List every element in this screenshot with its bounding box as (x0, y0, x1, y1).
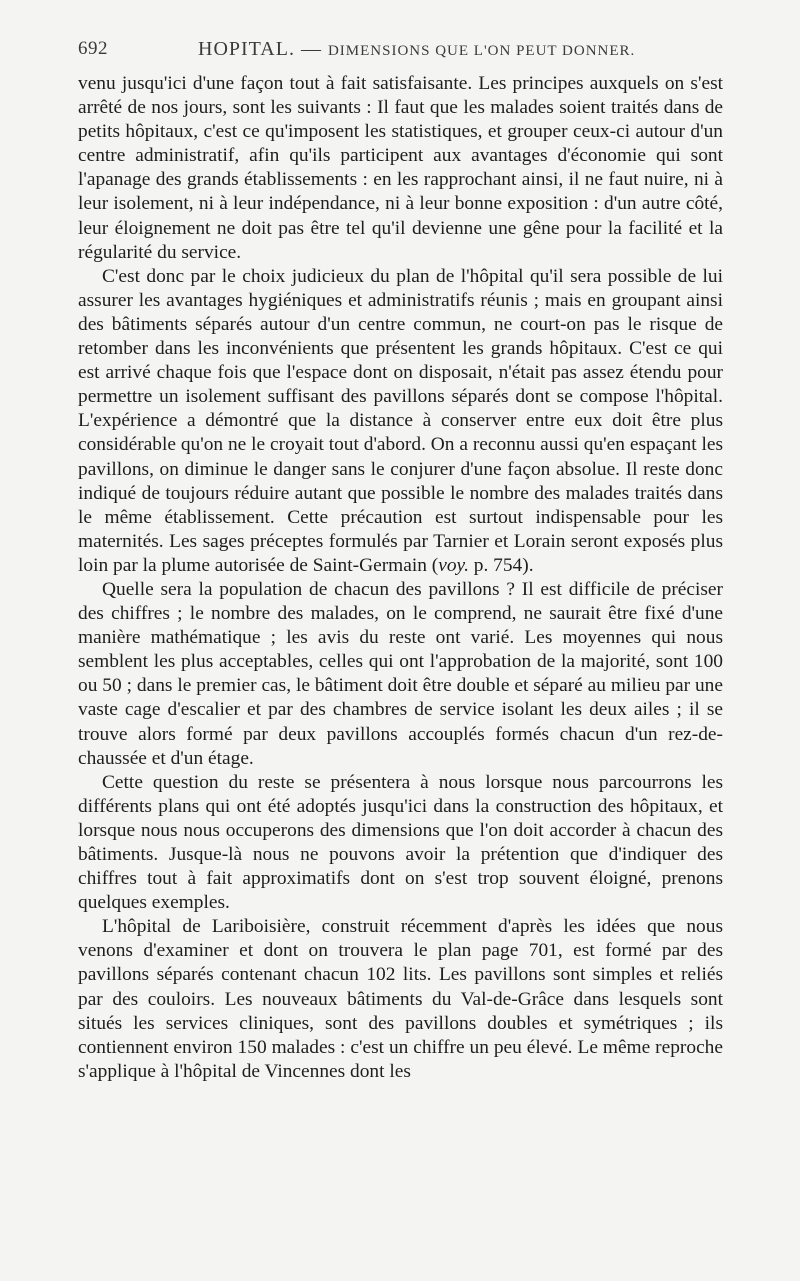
paragraph-choix-du-plan (78, 265, 723, 578)
cross-reference-voy: voy. (438, 554, 469, 576)
body-text (78, 72, 723, 1084)
paragraph-lariboisiere: L'hôpital de Lariboisière, construit récemment d'après les idées que nous venons d'examiner et dont on trouvera le plan page 701, est formé par des pavillons séparés contenant chacun 102 lits. Les pavillons sont simples et reliés par des couloirs. Les nouveaux bâtiments du Val-de-Grâce dans lesquels sont situés les services cliniques, sont des pavillons doubles et symétriques ; ils contiennent environ 150 malades : c'est un chiffre un peu élevé. Le même reproche s'applique à l'hôpital de Vincennes dont les (78, 916, 723, 1082)
page-number: 692 (78, 38, 108, 59)
paragraph-population: Quelle sera la population de chacun des pavillons ? Il est difficile de préciser des chiffres ; le nombre des malades, on le comprend, ne saurait être fixé d'une manière mathématique ; les avis du reste ont varié. Les moyennes qui nous semblent les plus acceptables, celles qui ont l'approbation de la majorité, sont 100 ou 50 ; dans le premier cas, le bâtiment doit être double et séparé au milieu par une vaste cage d'escalier et par des chambres de service isolant les deux ailes ; il se trouve alors formé par deux pavillons accouplés formés chacun d'un rez-de-chaussée et d'un étage. (78, 578, 723, 769)
running-title-separator: — (300, 38, 322, 60)
paragraph-text-end: p. 754). (468, 554, 534, 576)
running-header (78, 38, 723, 66)
running-title (198, 38, 635, 61)
running-title-subtitle: DIMENSIONS QUE L'ON PEUT DONNER. (327, 43, 636, 59)
running-title-main: HOPITAL. (198, 38, 295, 60)
paragraph-text: C'est donc par le choix judicieux du plan de l'hôpital qu'il sera possible de lui assurer les avantages hygiéniques et administratifs réunis ; mais en groupant ainsi des bâtiments séparés autour d'un centre commun, ne court-on pas le risque de retomber dans les inconvénients que présentent les grands hôpitaux. C'est ce qui est arrivé chaque fois que l'espace dont on disposait, n'était pas assez étendu pour permettre un isolement suffisant des pavillons séparés dont se compose l'hôpital. L'expérience a démontré que la distance à conserver entre eux doit être plus considérable qu'on ne le croyait tout d'abord. On a reconnu aussi qu'en espaçant les pavillons, on diminue le danger sans le conjurer d'une façon absolue. Il reste donc indiqué de toujours réduire autant que possible le nombre des malades traités dans le même établissement. Cette précaution est surtout indispensable pour les maternités. Les sages préceptes formulés par Tarnier et Lorain seront exposés plus loin par la plume autorisée de Saint-Germain ( (78, 265, 723, 576)
paragraph-continuation: venu jusqu'ici d'une façon tout à fait satisfaisante. Les principes auxquels on s'est arrêté de nos jours, sont les suivants : Il faut que les malades soient traités dans de petits hôpitaux, c'est ce qu'imposent les statistiques, et grouper ceux-ci autour d'un centre administratif, afin qu'ils participent aux avantages d'économie qui sont l'apanage des grands établissements : en les rapprochant ainsi, il ne faut nuire, ni à leur isolement, ni à leur indépendance, ni à leur bonne exposition : d'un autre côté, leur éloignement ne doit pas être tel qu'il devienne une gêne pour la facilité et la régularité du service. (78, 73, 723, 263)
paragraph-question: Cette question du reste se présentera à nous lorsque nous parcourrons les différents plans qui ont été adoptés jusqu'ici dans la construction des hôpitaux, et lorsque nous nous occuperons des dimensions que l'on doit accorder à chacun des bâtiments. Jusque-là nous ne pouvons avoir la prétention que d'indiquer des chiffres tout à fait approximatifs dont on s'est trop souvent éloigné, prenons quelques exemples. (78, 771, 723, 914)
